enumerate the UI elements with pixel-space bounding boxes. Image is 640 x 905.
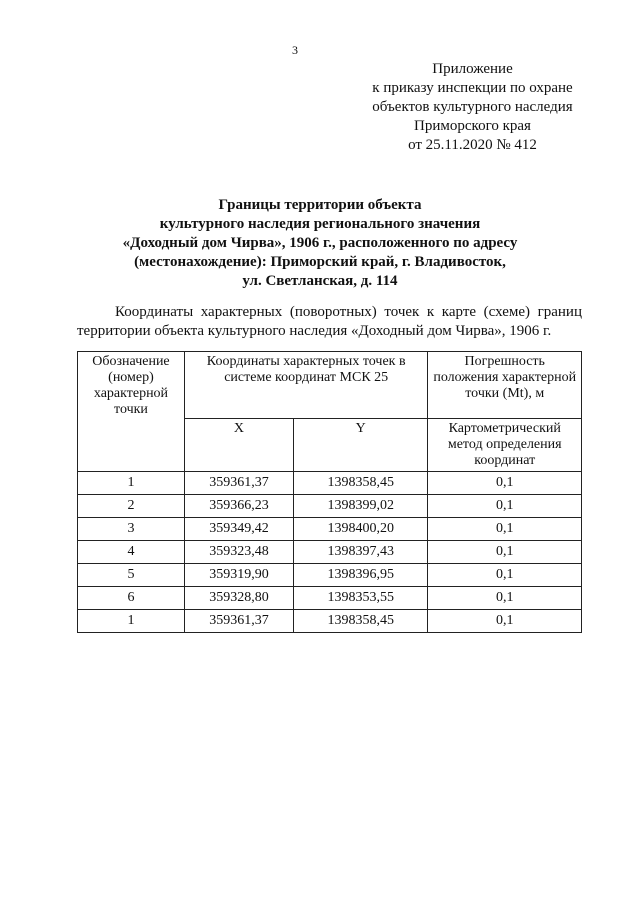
cell-x: 359349,42 (184, 518, 293, 541)
header-point: Обозначение (номер) характерной точки (78, 352, 185, 472)
cell-mt: 0,1 (428, 495, 582, 518)
cell-y: 1398396,95 (293, 564, 427, 587)
appendix-header (350, 60, 595, 155)
appendix-line: к приказу инспекции по охране (372, 80, 573, 96)
cell-y: 1398358,45 (293, 472, 427, 495)
cell-mt: 0,1 (428, 564, 582, 587)
intro-paragraph (77, 303, 582, 341)
appendix-line: объектов культурного наследия (372, 99, 573, 115)
cell-mt: 0,1 (428, 587, 582, 610)
coordinates-table (77, 351, 582, 633)
cell-point: 4 (78, 541, 185, 564)
title-line: ул. Светланская, д. 114 (242, 273, 398, 289)
title-line: «Доходный дом Чирва», 1906 г., расположенного по адресу (122, 235, 518, 251)
header-y: Y (293, 419, 427, 472)
cell-point: 2 (78, 495, 185, 518)
table-row (78, 541, 582, 564)
appendix-line: Приморского края (414, 118, 531, 134)
title-line: Границы территории объекта (218, 197, 422, 213)
intro-line: Координаты характерных (поворотных) точек к карте (схеме) границ (115, 304, 582, 320)
cell-y: 1398397,43 (293, 541, 427, 564)
cell-x: 359366,23 (184, 495, 293, 518)
table-row (78, 472, 582, 495)
cell-point: 1 (78, 610, 185, 633)
appendix-line: Приложение (432, 61, 513, 77)
cell-mt: 0,1 (428, 541, 582, 564)
cell-y: 1398358,45 (293, 610, 427, 633)
intro-line: территории объекта культурного наследия «Доходный дом Чирва», 1906 г. (77, 323, 552, 339)
page-number: 3 (292, 43, 298, 57)
header-method: Картометрический метод определения координат (428, 419, 582, 472)
cell-x: 359361,37 (184, 472, 293, 495)
table-row (78, 495, 582, 518)
table-row (78, 564, 582, 587)
cell-y: 1398353,55 (293, 587, 427, 610)
table-header-row (78, 352, 582, 419)
header-x: X (184, 419, 293, 472)
cell-point: 3 (78, 518, 185, 541)
cell-point: 5 (78, 564, 185, 587)
title-line: (местонахождение): Приморский край, г. Владивосток, (134, 254, 506, 270)
cell-x: 359361,37 (184, 610, 293, 633)
title-line: культурного наследия регионального значения (159, 216, 481, 232)
header-accuracy: Погрешность положения характерной точки (Mt), м (428, 352, 582, 419)
cell-x: 359319,90 (184, 564, 293, 587)
header-coords: Координаты характерных точек в системе координат МСК 25 (184, 352, 428, 419)
cell-mt: 0,1 (428, 472, 582, 495)
appendix-line: от 25.11.2020 № 412 (408, 137, 537, 153)
cell-point: 6 (78, 587, 185, 610)
document-title (90, 196, 550, 291)
cell-y: 1398400,20 (293, 518, 427, 541)
cell-y: 1398399,02 (293, 495, 427, 518)
cell-x: 359328,80 (184, 587, 293, 610)
cell-point: 1 (78, 472, 185, 495)
table-row (78, 518, 582, 541)
cell-mt: 0,1 (428, 518, 582, 541)
cell-x: 359323,48 (184, 541, 293, 564)
cell-mt: 0,1 (428, 610, 582, 633)
table-row (78, 587, 582, 610)
table-row (78, 610, 582, 633)
